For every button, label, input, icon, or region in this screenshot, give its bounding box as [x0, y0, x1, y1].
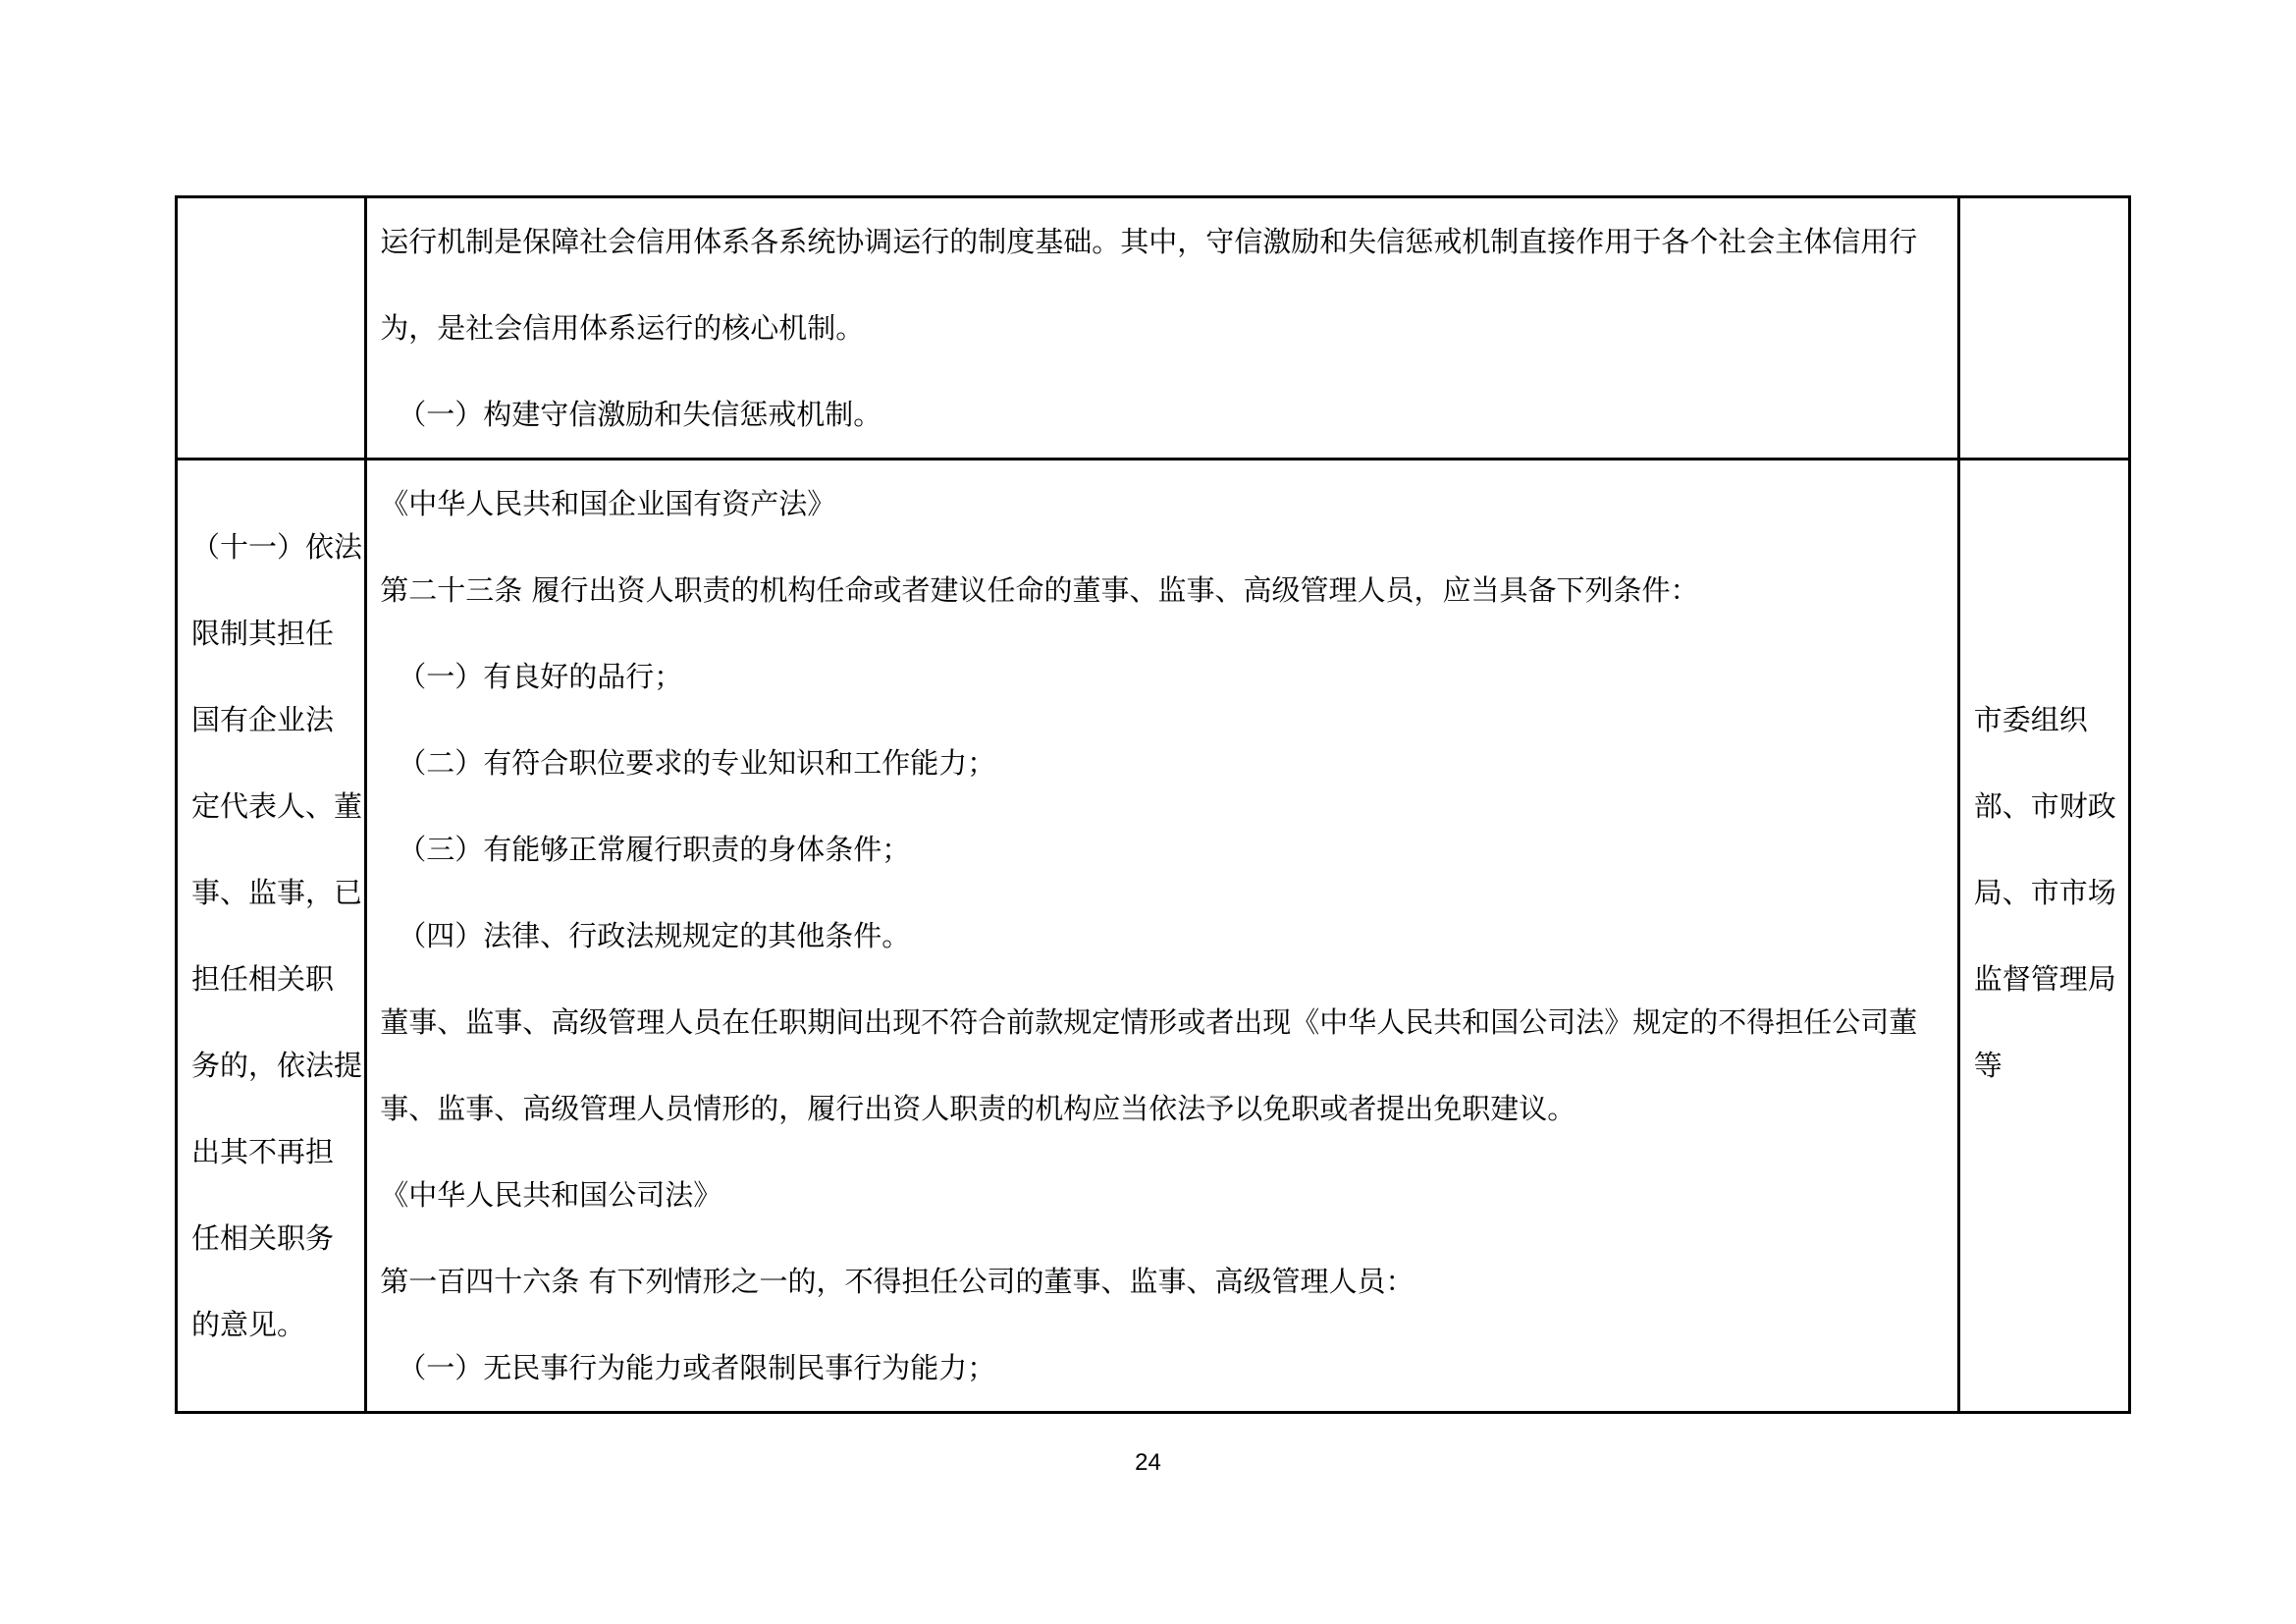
department-line: 市委组织	[1973, 703, 2088, 736]
text-line: （一）有良好的品行；	[398, 660, 683, 693]
measure-cell	[177, 197, 366, 460]
measure-line: （十一）依法	[191, 530, 363, 564]
measure-line: 定代表人、董	[191, 789, 363, 823]
text-line: 董事、监事、高级管理人员在任职期间出现不符合前款规定情形或者出现《中华人民共和国公司法》规定的不得担任公司董	[380, 1005, 1918, 1039]
measure-line: 任相关职务	[191, 1221, 335, 1255]
policy-table	[175, 195, 2131, 1414]
department-line: 等	[1973, 1049, 2002, 1082]
measure-line: 事、监事，已	[191, 876, 363, 909]
department-line: 监督管理局	[1973, 962, 2116, 996]
text-line: （二）有符合职位要求的专业知识和工作能力；	[398, 746, 996, 780]
measure-line: 务的，依法提	[191, 1049, 363, 1082]
basis-cell	[366, 197, 1958, 460]
measure-line: 限制其担任	[191, 617, 335, 650]
department-line: 局、市市场	[1973, 876, 2116, 909]
department-line: 部、市财政	[1973, 789, 2116, 823]
measure-line: 国有企业法	[191, 703, 335, 736]
measure-line: 出其不再担	[191, 1135, 335, 1168]
text-line: （四）法律、行政法规规定的其他条件。	[398, 919, 911, 952]
text-line: （一）无民事行为能力或者限制民事行为能力；	[398, 1351, 996, 1384]
text-line: 运行机制是保障社会信用体系各系统协调运行的制度基础。其中，守信激励和失信惩戒机制直接作用于各个社会主体信用行	[380, 225, 1918, 258]
measure-line: 担任相关职	[191, 962, 335, 996]
text-line: 为，是社会信用体系运行的核心机制。	[380, 311, 865, 345]
department-cell	[1958, 460, 2129, 1413]
page-number: 24	[1135, 1449, 1161, 1476]
text-line: 事、监事、高级管理人员情形的，履行出资人职责的机构应当依法予以免职或者提出免职建议。	[380, 1092, 1576, 1125]
law-title: 《中华人民共和国企业国有资产法》	[380, 487, 836, 520]
basis-cell	[366, 460, 1958, 1413]
measure-cell	[177, 460, 366, 1413]
measure-line: 的意见。	[191, 1308, 306, 1341]
table-row	[177, 197, 2130, 460]
table-row	[177, 460, 2130, 1413]
text-line: （一）构建守信激励和失信惩戒机制。	[398, 398, 882, 431]
text-line: 第二十三条 履行出资人职责的机构任命或者建议任命的董事、监事、高级管理人员，应当具备下列条件：	[380, 573, 1699, 607]
department-cell	[1958, 197, 2129, 460]
law-title: 《中华人民共和国公司法》	[380, 1178, 722, 1212]
text-line: 第一百四十六条 有下列情形之一的，不得担任公司的董事、监事、高级管理人员：	[380, 1265, 1415, 1298]
text-line: （三）有能够正常履行职责的身体条件；	[398, 833, 911, 866]
